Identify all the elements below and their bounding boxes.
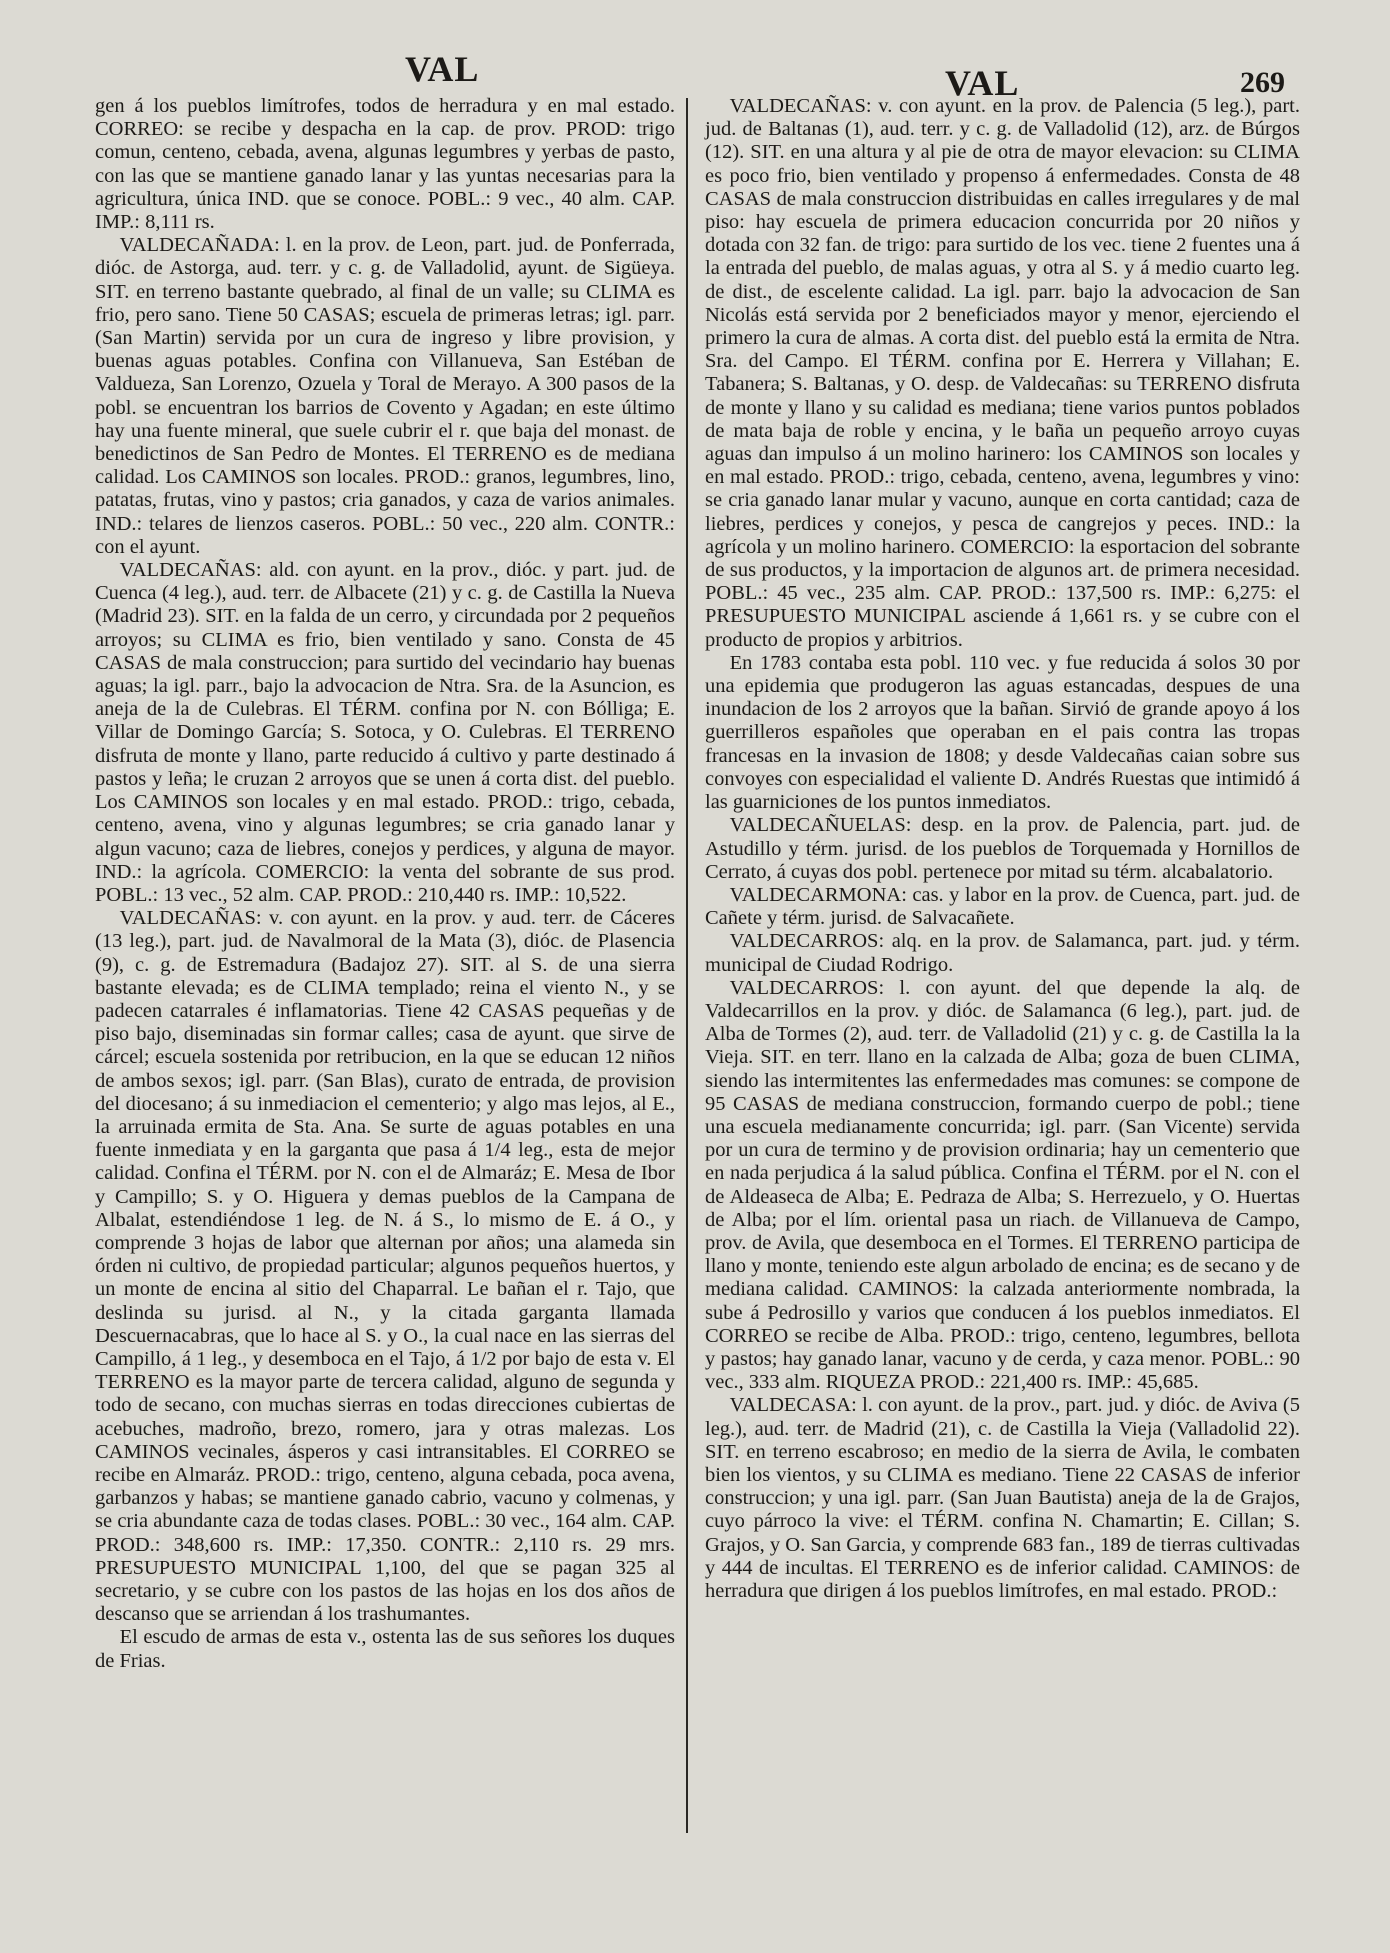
entry-valdecarros-l: VALDECARROS: l. con ayunt. del que depende la alq. de Valdecarrillos en la prov. y dióc. de Salamanca (6 leg.), part. jud. de Alba de Tormes (2), aud. terr. de Valladolid (21) y c. g. de Castilla la la Vieja. SIT. en terr. llano en la calzada de Alba; goza de buen CLIMA, siendo las intermitentes las enfermedades mas comunes: se compone de 95 CASAS de mediana construccion, formando cuerpo de pobl.; tiene una escuela medianamente concurrida; igl. parr. (San Vicente) servida por un cura de termino y de provision ordinaria; hay un cementerio que en nada perjudica á la salud pública. Confina el TÉRM. por el N. con el de Aldeaseca de Alba; E. Pedraza de Alba; S. Herrezuelo, y O. Huertas de Alba; por el lím. oriental pasa un riach. de Villanueva de Campo, prov. de Avila, que desemboca en el Tormes. El TERRENO participa de llano y monte, teniendo este algun arbolado de encina; es de secano y de mediana calidad. CAMINOS: la calzada anteriormente nombrada, la sube á Pedrosillo y varios que conducen á los pueblos inmediatos. El CORREO se recibe de Alba. PROD.: trigo, centeno, legumbres, bellota y pastos; hay ganado lanar, vacuno y de cerda, y caza menor. POBL.: 90 vec., 333 alm. RIQUEZA PROD.: 221,400 rs. IMP.: 45,685. bbox=[705, 976, 1300, 1394]
entry-valdecanuelas: VALDECAÑUELAS: desp. en la prov. de Palencia, part. jud. de Astudillo y térm. jurisd. de los pueblos de Torquemada y Hornillos de Cerrato, á cuyas dos pobl. pertenece por mitad su térm. alcabalatorio. bbox=[705, 814, 1300, 883]
right-paragraph: En 1783 contaba esta pobl. 110 vec. y fue reducida á solos 30 por una epidemia que produgeron las aguas estancadas, despues de una inundacion de los 2 arroyos que la bañan. Sirvió de grande apoyo á los guerrilleros españoles que operaban en el pais contra las tropas francesas en la invasion de 1808; y desde Valdecañas caian sobre sus convoyes con especialidad el valiente D. Andrés Ruestas que intimidó á las guarniciones de los puntos inmediatos. bbox=[705, 651, 1300, 814]
left-column bbox=[95, 95, 675, 1673]
column-divider bbox=[686, 98, 688, 1833]
entry-valdecanas-cuenca: VALDECAÑAS: ald. con ayunt. en la prov., dióc. y part. jud. de Cuenca (4 leg.), aud. terr. de Albacete (21) y c. g. de Castilla la Nueva (Madrid 23). SIT. en la falda de un cerro, y circundada por 2 pequeños arroyos; su CLIMA es frio, bien ventilado y sano. Consta de 45 CASAS de mala construccion; para surtido del vecindario hay buenas aguas; la igl. parr., bajo la advocacion de Ntra. Sra. de la Asuncion, es aneja de la de Culebras. El TÉRM. confina por N. con Bólliga; E. Villar de Domingo García; S. Sotoca, y O. Culebras. El TERRENO disfruta de monte y llano, parte reducido á cultivo y parte destinado á pastos y leña; le cruzan 2 arroyos que se unen á corta dist. del pueblo. Los CAMINOS son locales y en mal estado. PROD.: trigo, cebada, centeno, avena, vino y algunas legumbres; se cria ganado lanar y algun vacuno; caza de liebres, conejos y perdices, y alguna de mayor. IND.: la agrícola. COMERCIO: la venta del sobrante de sus prod. POBL.: 13 vec., 52 alm. CAP. PROD.: 210,440 rs. IMP.: 10,522. bbox=[95, 559, 675, 906]
page-header bbox=[95, 48, 1285, 103]
entry-valdecasa: VALDECASA: l. con ayunt. de la prov., part. jud. y dióc. de Aviva (5 leg.), aud. terr. de Madrid (21), c. de Castilla la Vieja (Valladolid 22). SIT. en terreno escabroso; en medio de la sierra de Avila, le combaten bien los vientos, y su CLIMA es mediano. Tiene 22 CASAS de inferior construccion; y una igl. parr. (San Juan Bautista) aneja de la de Grajos, cuyo párroco la vive: el TÉRM. confina N. Chamartin; E. Cillan; S. Grajos, y O. San Garcia, y comprende 683 fan., 189 de tierras cultivadas y 444 de incultas. El TERRENO es de inferior calidad. CAMINOS: de herradura que dirigen á los pueblos limítrofes, en mal estado. PROD.: bbox=[705, 1394, 1300, 1602]
left-paragraph: El escudo de armas de esta v., ostenta las de sus señores los duques de Frias. bbox=[95, 1626, 675, 1672]
right-running-head: VAL bbox=[945, 63, 1020, 103]
right-column bbox=[705, 95, 1300, 1603]
entry-valdecanas-caceres: VALDECAÑAS: v. con ayunt. en la prov. y aud. terr. de Cáceres (13 leg.), part. jud. de Navalmoral de la Mata (3), dióc. de Plasencia (9), c. g. de Estremadura (Badajoz 27). SIT. al S. de una sierra bastante elevada; es de CLIMA templado; reina el viento N., y se padecen catarrales é inflamatorias. Tiene 42 CASAS pequeñas y de piso bajo, diseminadas sin formar calles; casa de ayunt. que sirve de cárcel; escuela sostenida por retribucion, en la que se educan 12 niños de ambos sexos; igl. parr. (San Blas), curato de entrada, de provision del diocesano; á su inmediacion el cementerio; y algo mas lejos, al E., la arruinada ermita de Sta. Ana. Se surte de aguas potables en una fuente inmediata y en la garganta que pasa á 1/4 leg., esta de mejor calidad. Confina el TÉRM. por N. con el de Almaráz; E. Mesa de Ibor y Campillo; S. y O. Higuera y demas pueblos de la Campana de Albalat, estendiéndose 1 leg. de N. á S., lo mismo de E. á O., y comprende 3 hojas de labor que alternan por años; una alameda sin órden ni cultivo, de propiedad particular; algunos pequeños huertos, y un monte de encina al sitio del Chaparral. Le bañan el r. Tajo, que deslinda su jurisd. al N., y la citada garganta llamada Descuernacabras, que lo hace al S. y O., la cual nace en las sierras del Campillo, á 1 leg., y desemboca en el Tajo, á 1/2 por bajo de esta v. El TERRENO es la mayor parte de tercera calidad, alguno de segunda y todo de secano, con muchas sierras en todas direcciones cubiertas de acebuches, madroño, brezo, romero, jara y otras malezas. Los CAMINOS vecinales, ásperos y casi intransitables. El CORREO se recibe en Almaráz. PROD.: trigo, centeno, alguna cebada, poca avena, garbanzos y habas; se mantiene ganado cabrio, vacuno y colmenas, y se cria abundante caza de todas clases. POBL.: 30 vec., 164 alm. CAP. PROD.: 348,600 rs. IMP.: 17,350. CONTR.: 2,110 rs. 29 mrs. PRESUPUESTO MUNICIPAL 1,100, del que se pagan 325 al secretario, y se cubre con los pastos de las hojas en los dos años de descanso que se arriendan á los trashumantes. bbox=[95, 907, 675, 1626]
left-running-head: VAL bbox=[405, 49, 480, 89]
entry-valdecarros-alq: VALDECARROS: alq. en la prov. de Salamanca, part. jud. y térm. municipal de Ciudad Rodrigo. bbox=[705, 930, 1300, 976]
entry-valdecanada: VALDECAÑADA: l. en la prov. de Leon, part. jud. de Ponferrada, dióc. de Astorga, aud. terr. y c. g. de Valladolid, ayunt. de Sigüeya. SIT. en terreno bastante quebrado, al final de un valle; su CLIMA es frio, pero sano. Tiene 50 CASAS; escuela de primeras letras; igl. parr. (San Martin) servida por un cura de ingreso y libre provision, y buenas aguas potables. Confina con Villanueva, San Estéban de Valdueza, San Lorenzo, Ozuela y Toral de Merayo. A 300 pasos de la pobl. se encuentran los barrios de Covento y Agadan; en este último hay una fuente mineral, que suele cubrir el r. que baja del monast. de benedictinos de San Pedro de Montes. El TERRENO es de mediana calidad. Los CAMINOS son locales. PROD.: granos, legumbres, lino, patatas, frutas, vino y pastos; cria ganados, y caza de varios animales. IND.: telares de lienzos caseros. POBL.: 50 vec., 220 alm. CONTR.: con el ayunt. bbox=[95, 234, 675, 558]
page-number: 269 bbox=[1240, 66, 1285, 99]
entry-valdecarmona: VALDECARMONA: cas. y labor en la prov. de Cuenca, part. jud. de Cañete y térm. jurisd. de Salvacañete. bbox=[705, 883, 1300, 930]
left-paragraph: gen á los pueblos limítrofes, todos de herradura y en mal estado. CORREO: se recibe y despacha en la cap. de prov. PROD: trigo comun, centeno, cebada, avena, algunas legumbres y yerbas de pasto, con las que se mantiene ganado lanar y las yuntas necesarias para la agricultura, única IND. que se conoce. POBL.: 9 vec., 40 alm. CAP. IMP.: 8,111 rs. bbox=[95, 95, 675, 234]
entry-valdecanas-palencia: VALDECAÑAS: v. con ayunt. en la prov. de Palencia (5 leg.), part. jud. de Baltanas (1), aud. terr. y c. g. de Valladolid (12), arz. de Búrgos (12). SIT. en una altura y al pie de otra de mayor elevacion: su CLIMA es poco frio, bien ventilado y propenso á enfermedades. Consta de 48 CASAS de mala construccion distribuidas en calles irregulares y de mal piso: hay escuela de primera educacion concurrida por 20 niños y dotada con 32 fan. de trigo: para surtido de los vec. tiene 2 fuentes una á la entrada del pueblo, de malas aguas, y otra al S. y á medio cuarto leg. de dist., de escelente calidad. La igl. parr. bajo la advocacion de San Nicolás está servida por 2 beneficiados mayor y menor, ejerciendo el primero la cura de almas. A corta dist. del pueblo está la ermita de Ntra. Sra. del Campo. El TÉRM. confina por E. Herrera y Villahan; E. Tabanera; S. Baltanas, y O. desp. de Valdecañas: su TERRENO disfruta de monte y llano y su calidad es mediana; tiene varios puntos poblados de mata baja de roble y encina, y le baña un pequeño arroyo cuyas aguas dan impulso á un molino harinero: los CAMINOS son locales y en mal estado. PROD.: trigo, cebada, centeno, avena, legumbres y vino: se cria ganado lanar mular y vacuno, aunque en corta cantidad; caza de liebres, perdices y conejos, y pesca de cangrejos y peces. IND.: la agrícola y un molino harinero. COMERCIO: la esportacion del sobrante de sus productos, y la importacion de algunos art. de primera necesidad. POBL.: 45 vec., 235 alm. CAP. PROD.: 137,500 rs. IMP.: 6,275: el PRESUPUESTO MUNICIPAL asciende á 1,661 rs. y se cubre con el producto de propios y arbitrios. bbox=[705, 95, 1300, 651]
